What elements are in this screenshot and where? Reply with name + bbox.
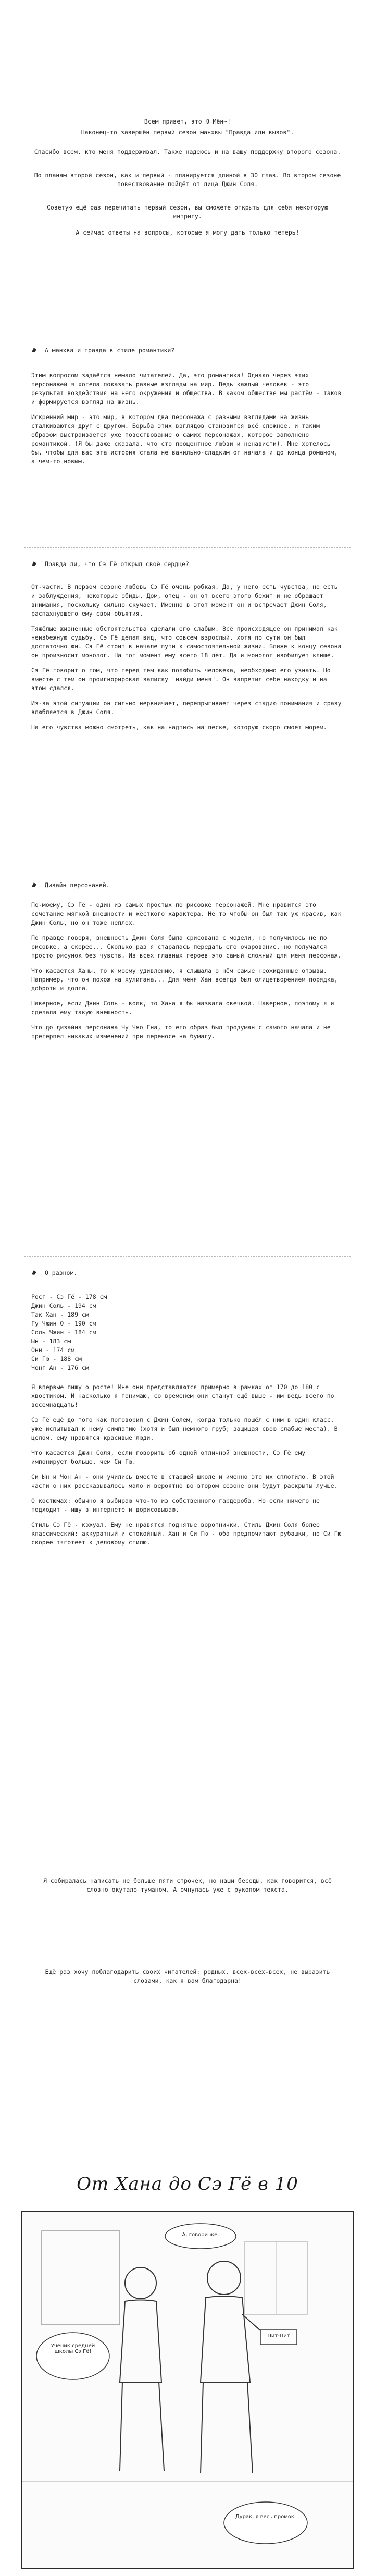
section-paragraph: Наверное, если Джин Соль - волк, то Хана я бы назвала овечкой. Наверное, поэтому я и сделала ему такую внешность. [31, 1000, 338, 1016]
height-item: Чонг Ан - 176 см [31, 1364, 89, 1371]
intro-advice: Советую ещё раз перечитать первый сезон, вы сможете открыть для себя некоторую интригу. [46, 204, 332, 220]
intro-plans: По планам второй сезон, как и первый - планируется длиной в 30 глав. Во втором сезоне повествование пойдёт от лица Джин Соля. [34, 171, 345, 188]
section-title-misc [31, 1268, 344, 1278]
height-list [31, 1293, 344, 1372]
section-paragraph: Что до дизайна персонажа Чу Чжо Ена, то его образ был продуман с самого начала и не претерпел никаких изменений при переносе на бумагу. [31, 1024, 334, 1040]
section-paragraph: Си Ын и Чон Ан - они учились вместе в старшей школе и именно это их сплотило. В этой части о них рассказывалось мало и вероятно во втором сезоне они будут раскрыты лучше. [31, 1473, 338, 1489]
brush-bullet-icon [31, 882, 37, 888]
section-paragraph: По правде говоря, внешность Джин Соля была срисована с модели, но получилось не по рисовке, а скорее... Сколько раз я старалась передать его очарование, но получался просто рисунок без чувств. Из всех главных героев это самый сложный для меня персонаж. [31, 934, 342, 959]
section-paragraph: Сэ Гё говорит о том, что перед тем как полюбить человека, необходимо его узнать. Но вместе с тем он проигнорировал записку "найди меня". Он запретил себе находку и на этом сдался. [31, 667, 334, 692]
section-title-text: О разном. [44, 1269, 78, 1277]
section-paragraph: Искренний мир - это мир, в котором два персонажа с разными взглядами на жизнь сталкиваются друг с другом. Борьба этих взглядов становится всё сложнее, и таким образом выстраивается уже повествование о самих персонажах, которое заполнено романтикой. (Я бы даже сказала, что сто процентное любви и ненависти). Мне хотелось бы, чтобы для вас эта история стала не ванильно-сладким от начала и до конца романом, а чем-то новым. [31, 413, 342, 465]
brush-bullet-icon [31, 347, 37, 353]
section-paragraph: Сэ Гё ещё до того как поговорил с Джин Солем, когда только пошёл с ним в один класс, уже испытывал к нему симпатию (хотя и был немного груб; защищая свою слабые места). В целом, ему нравятся красивые люди. [31, 1416, 342, 1441]
bubble-text-2: А, говори же. [182, 2232, 219, 2238]
height-item: Си Гю - 188 см [31, 1355, 82, 1363]
height-item: Ын - 183 см [31, 1338, 71, 1345]
height-item: Так Хан - 189 см [31, 1311, 89, 1318]
section-divider [24, 868, 351, 869]
height-item: Гу Чжин О - 190 см [31, 1320, 96, 1327]
intro-thanks: Спасибо всем, кто меня поддерживал. Также надеюсь и на вашу поддержку второго сезона. [34, 148, 341, 155]
section-paragraph: Что касается Ханы, то к моему удивлению, я слышала о нём самые неожиданные отзывы. Например, что он похож на хулигана... Для меня Хан всегда был олицетворением порядка, доброты и долга. [31, 967, 342, 992]
section-body-romance [31, 371, 344, 472]
height-item: Джин Соль - 194 см [31, 1302, 96, 1309]
speech-bubble-1 [36, 2333, 109, 2379]
comic-panel [21, 2210, 354, 2570]
closing [31, 1876, 344, 1900]
intro-season-finished: Наконец-то завершён первый сезон манхвы "Правда или вызов". [81, 129, 294, 136]
closing-thanks: Ещё раз хочу поблагодарить своих читателей: родных, всех-всех-всех, не выразить словами, как я вам благодарна! [45, 1968, 334, 1984]
section-paragraph: Этим вопросом задаётся немало читателей. Да, это романтика! Однако через этих персонажей я хотела показать разные взгляды на мир. Ведь каждый человек - это результат воздействия на него окружения и общества. В каком обществе мы растём - таков и формируется взгляд на жизнь. [31, 372, 345, 406]
intro-answers: А сейчас ответы на вопросы, которые я могу дать только теперь! [76, 229, 299, 236]
section-title-romance [31, 345, 344, 355]
section-divider [24, 547, 351, 548]
section-paragraph: Я впервые пишу о росте! Мне они представляются примерно в рамках от 170 до 180 с хвостиком. И насколько я понимаю, со временем они станут ещё выше - им ведь всего по восемнадцать! [31, 1383, 338, 1408]
speech-bubble-2 [165, 2224, 236, 2249]
sign-board [260, 2330, 297, 2345]
closing-note: Я собиралась написать не больше пяти строчек, но наши беседы, как говорится, всё словно окутало туманом. А очнулась уже с рукопом текста. [43, 1877, 335, 1893]
section-title-truth [31, 559, 344, 569]
section-paragraph: От-части. В первом сезоне любовь Сэ Гё очень робкая. Да, у него есть чувства, но есть и заблуждения, некоторые обиды. Дом, отец - он от всего этого бежит и не обращает внимания, поскольку сильно скучает. Именно в этот момент он и встречает Джин Соля, распахнувшего ему свои объятия. [31, 583, 342, 617]
height-item: Рост - Сэ Гё - 178 см [31, 1293, 107, 1301]
section-body-misc [31, 1293, 344, 1553]
sign-text: Пит-Пит [267, 2333, 290, 2339]
speech-bubble-3 [224, 2502, 307, 2544]
section-paragraph: На его чувства можно смотреть, как на надпись на песке, которую скоро смоет морем. [31, 723, 327, 731]
section-title-text: А манхва и правда в стиле романтики? [44, 347, 175, 354]
section-title-text: Правда ли, что Сэ Гё открыл своё сердце? [44, 560, 189, 568]
height-item: Онн - 174 см [31, 1346, 75, 1354]
section-paragraph: Тяжёлые жизненные обстоятельства сделали его слабым. Всё происходящее он принимал как неизбежную судьбу. Сэ Гё делал вид, что совсем взрослый, хотя по сути он был достаточно юн. Сэ Гё стоит в начале пути к самостоятельной жизни. Ближе к концу сезона он произносит монолог. На тот момент ему всего 18 лет. Да и монолог изобилует клише. [31, 625, 345, 659]
section-title-design [31, 880, 344, 890]
section-title-text: Дизайн персонажей. [44, 881, 110, 889]
height-item: Соль Чжин - 184 см [31, 1329, 96, 1336]
section-paragraph: Стиль Сэ Гё - кэжуал. Ему не нравятся поднятые воротнички. Стиль Джин Соля более классический: аккуратный и спокойный. Хан и Си Гю - оба предпочитают рубашки, но Си Гю скорее тяготеет к деловому стилю. [31, 1521, 345, 1546]
intro [31, 117, 344, 243]
closing-thanks-wrap [31, 1968, 344, 1992]
section-divider [24, 1256, 351, 1257]
intro-greeting: Всем привет, это Ю Мён~! [144, 118, 231, 125]
section-divider [24, 334, 351, 335]
section-paragraph: Из-за этой ситуации он сильно нервничает, перепрыгивает через стадию понимания и сразу влюбляется в Джин Соля. [31, 700, 345, 716]
comic-title: От Хана до Сэ Гё в 10 [77, 2174, 298, 2194]
section-paragraph: О костюмах: обычно я выбираю что-то из собственного гардероба. Но если ничего не подходит - ищу в интернете и дорисовываю. [31, 1497, 323, 1513]
section-paragraph: Что касается Джин Соля, если говорить об одной отличной внешности, Сэ Гё ему импонирует больше, чем Си Гю. [31, 1449, 309, 1465]
section-body-truth [31, 583, 344, 738]
bubble-text-1: Ученик средней школы Сэ Гё! [51, 2343, 95, 2354]
section-paragraph: По-моему, Сэ Гё - один из самых простых по рисовке персонажей. Мне нравится это сочетание мягкой внешности и жёсткого характера. Не то чтобы он был так уж красив, как Джин Соль, но он тоже неплох. [31, 901, 345, 926]
bubble-text-3: Дурак, я весь промок. [235, 2514, 296, 2520]
brush-bullet-icon [31, 561, 37, 567]
brush-bullet-icon [31, 1270, 37, 1275]
section-body-design [31, 901, 344, 1047]
